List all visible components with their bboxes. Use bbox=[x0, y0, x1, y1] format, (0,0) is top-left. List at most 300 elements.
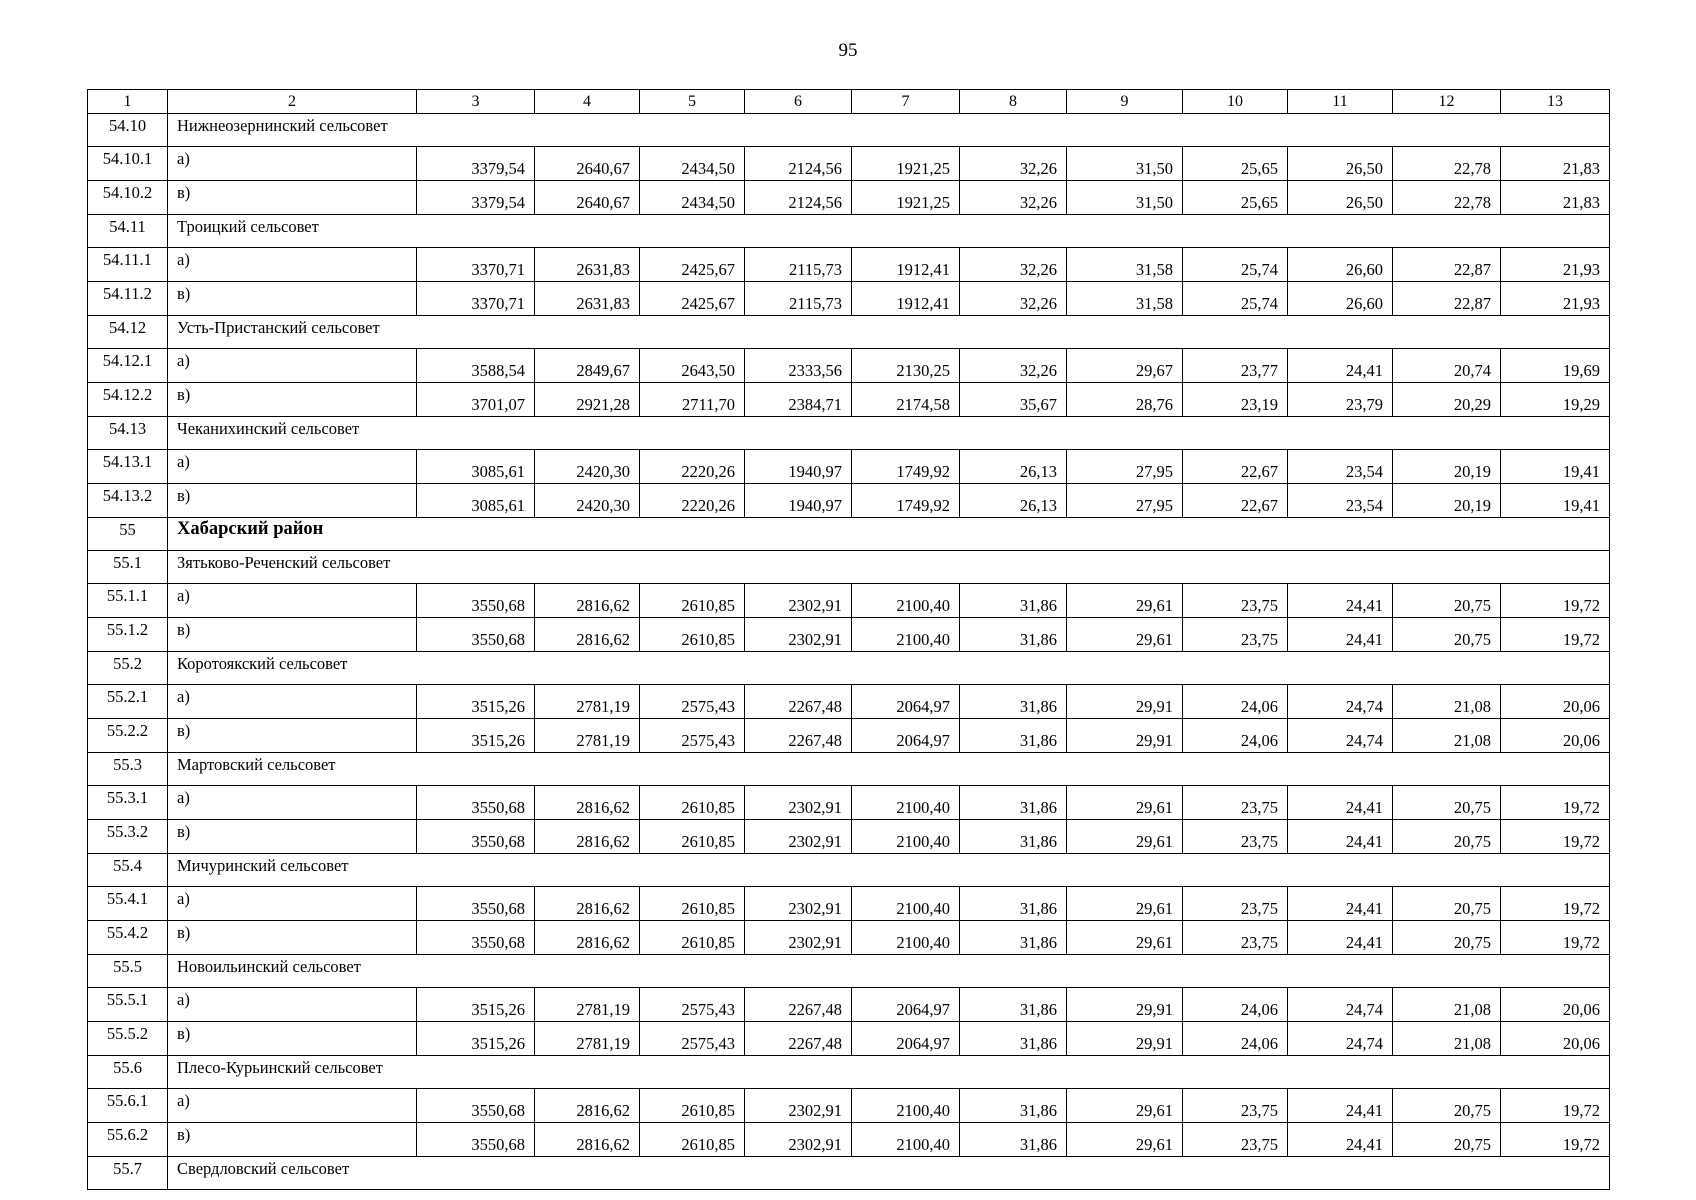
value-cell: 2220,26 bbox=[640, 484, 745, 518]
row-subtype: в) bbox=[168, 820, 417, 854]
value-cell: 2333,56 bbox=[745, 349, 852, 383]
value-cell: 1940,97 bbox=[745, 450, 852, 484]
value-cell: 23,19 bbox=[1183, 383, 1288, 417]
column-header: 6 bbox=[745, 90, 852, 114]
value-cell: 20,19 bbox=[1393, 450, 1501, 484]
value-cell: 27,95 bbox=[1067, 450, 1183, 484]
section-row bbox=[88, 114, 1610, 147]
row-code: 54.10.1 bbox=[88, 147, 168, 181]
data-row bbox=[88, 786, 1610, 820]
value-cell: 2781,19 bbox=[535, 719, 640, 753]
row-code: 54.12.1 bbox=[88, 349, 168, 383]
value-cell: 2610,85 bbox=[640, 887, 745, 921]
table-body bbox=[88, 90, 1610, 1190]
value-cell: 29,61 bbox=[1067, 887, 1183, 921]
value-cell: 29,91 bbox=[1067, 719, 1183, 753]
value-cell: 2267,48 bbox=[745, 988, 852, 1022]
row-code: 54.10 bbox=[88, 114, 168, 147]
value-cell: 19,72 bbox=[1501, 786, 1610, 820]
column-header: 13 bbox=[1501, 90, 1610, 114]
value-cell: 20,75 bbox=[1393, 820, 1501, 854]
column-header: 7 bbox=[852, 90, 960, 114]
value-cell: 3701,07 bbox=[417, 383, 535, 417]
column-header: 10 bbox=[1183, 90, 1288, 114]
value-cell: 26,13 bbox=[960, 450, 1067, 484]
value-cell: 2064,97 bbox=[852, 685, 960, 719]
row-subtype: а) bbox=[168, 988, 417, 1022]
value-cell: 1940,97 bbox=[745, 484, 852, 518]
row-code: 55.6.2 bbox=[88, 1123, 168, 1157]
section-title: Свердловский сельсовет bbox=[168, 1157, 1610, 1190]
value-cell: 2100,40 bbox=[852, 887, 960, 921]
value-cell: 2100,40 bbox=[852, 618, 960, 652]
value-cell: 24,41 bbox=[1288, 1123, 1393, 1157]
section-title: Зятьково-Реченский сельсовет bbox=[168, 551, 1610, 584]
value-cell: 25,74 bbox=[1183, 248, 1288, 282]
column-header: 2 bbox=[168, 90, 417, 114]
row-code: 55.1 bbox=[88, 551, 168, 584]
data-row bbox=[88, 618, 1610, 652]
value-cell: 21,83 bbox=[1501, 147, 1610, 181]
value-cell: 2064,97 bbox=[852, 988, 960, 1022]
value-cell: 2781,19 bbox=[535, 1022, 640, 1056]
value-cell: 2575,43 bbox=[640, 719, 745, 753]
value-cell: 21,83 bbox=[1501, 181, 1610, 215]
value-cell: 24,41 bbox=[1288, 584, 1393, 618]
value-cell: 2816,62 bbox=[535, 584, 640, 618]
value-cell: 2816,62 bbox=[535, 921, 640, 955]
value-cell: 2425,67 bbox=[640, 248, 745, 282]
value-cell: 29,91 bbox=[1067, 685, 1183, 719]
row-subtype: а) bbox=[168, 450, 417, 484]
section-row bbox=[88, 955, 1610, 988]
data-row bbox=[88, 921, 1610, 955]
row-subtype: в) bbox=[168, 618, 417, 652]
value-cell: 32,26 bbox=[960, 248, 1067, 282]
value-cell: 3588,54 bbox=[417, 349, 535, 383]
value-cell: 24,74 bbox=[1288, 685, 1393, 719]
value-cell: 21,08 bbox=[1393, 1022, 1501, 1056]
value-cell: 2434,50 bbox=[640, 181, 745, 215]
data-row bbox=[88, 584, 1610, 618]
section-row bbox=[88, 753, 1610, 786]
value-cell: 31,50 bbox=[1067, 181, 1183, 215]
value-cell: 2816,62 bbox=[535, 887, 640, 921]
value-cell: 20,74 bbox=[1393, 349, 1501, 383]
row-code: 54.12 bbox=[88, 316, 168, 349]
value-cell: 32,26 bbox=[960, 349, 1067, 383]
value-cell: 26,60 bbox=[1288, 248, 1393, 282]
value-cell: 19,72 bbox=[1501, 921, 1610, 955]
data-row bbox=[88, 887, 1610, 921]
value-cell: 3370,71 bbox=[417, 248, 535, 282]
section-title: Усть-Пристанский сельсовет bbox=[168, 316, 1610, 349]
value-cell: 2100,40 bbox=[852, 584, 960, 618]
value-cell: 20,75 bbox=[1393, 584, 1501, 618]
row-code: 54.13.1 bbox=[88, 450, 168, 484]
row-subtype: в) bbox=[168, 383, 417, 417]
row-code: 55.4.1 bbox=[88, 887, 168, 921]
value-cell: 21,93 bbox=[1501, 248, 1610, 282]
value-cell: 25,65 bbox=[1183, 181, 1288, 215]
value-cell: 31,86 bbox=[960, 584, 1067, 618]
value-cell: 31,86 bbox=[960, 685, 1067, 719]
row-code: 55.3.2 bbox=[88, 820, 168, 854]
row-subtype: в) bbox=[168, 1022, 417, 1056]
value-cell: 31,86 bbox=[960, 1123, 1067, 1157]
value-cell: 31,86 bbox=[960, 719, 1067, 753]
value-cell: 23,75 bbox=[1183, 921, 1288, 955]
value-cell: 22,87 bbox=[1393, 282, 1501, 316]
row-code: 55.5.2 bbox=[88, 1022, 168, 1056]
value-cell: 3379,54 bbox=[417, 147, 535, 181]
column-header-row bbox=[88, 90, 1610, 114]
data-row bbox=[88, 484, 1610, 518]
row-code: 55.4.2 bbox=[88, 921, 168, 955]
section-row bbox=[88, 417, 1610, 450]
data-row bbox=[88, 383, 1610, 417]
value-cell: 24,41 bbox=[1288, 887, 1393, 921]
row-subtype: а) bbox=[168, 349, 417, 383]
value-cell: 3085,61 bbox=[417, 484, 535, 518]
value-cell: 2267,48 bbox=[745, 1022, 852, 1056]
value-cell: 21,08 bbox=[1393, 685, 1501, 719]
value-cell: 20,75 bbox=[1393, 887, 1501, 921]
row-subtype: в) bbox=[168, 1123, 417, 1157]
value-cell: 29,67 bbox=[1067, 349, 1183, 383]
value-cell: 26,60 bbox=[1288, 282, 1393, 316]
column-header: 4 bbox=[535, 90, 640, 114]
value-cell: 2425,67 bbox=[640, 282, 745, 316]
row-code: 55.1.2 bbox=[88, 618, 168, 652]
value-cell: 2610,85 bbox=[640, 921, 745, 955]
row-code: 55.2.1 bbox=[88, 685, 168, 719]
value-cell: 24,41 bbox=[1288, 1089, 1393, 1123]
value-cell: 2610,85 bbox=[640, 1123, 745, 1157]
section-title: Нижнеозернинский сельсовет bbox=[168, 114, 1610, 147]
value-cell: 2115,73 bbox=[745, 282, 852, 316]
data-row bbox=[88, 349, 1610, 383]
value-cell: 2816,62 bbox=[535, 1123, 640, 1157]
value-cell: 19,72 bbox=[1501, 1089, 1610, 1123]
value-cell: 1749,92 bbox=[852, 484, 960, 518]
value-cell: 20,75 bbox=[1393, 618, 1501, 652]
value-cell: 2100,40 bbox=[852, 786, 960, 820]
section-row bbox=[88, 551, 1610, 584]
row-code: 54.11.2 bbox=[88, 282, 168, 316]
value-cell: 2302,91 bbox=[745, 1123, 852, 1157]
value-cell: 2302,91 bbox=[745, 618, 852, 652]
value-cell: 2921,28 bbox=[535, 383, 640, 417]
value-cell: 2816,62 bbox=[535, 786, 640, 820]
section-row bbox=[88, 652, 1610, 685]
section-row bbox=[88, 1157, 1610, 1190]
value-cell: 2640,67 bbox=[535, 147, 640, 181]
section-row bbox=[88, 1056, 1610, 1089]
row-code: 55.1.1 bbox=[88, 584, 168, 618]
value-cell: 29,61 bbox=[1067, 1123, 1183, 1157]
value-cell: 3515,26 bbox=[417, 1022, 535, 1056]
row-code: 55.7 bbox=[88, 1157, 168, 1190]
value-cell: 19,72 bbox=[1501, 618, 1610, 652]
value-cell: 31,86 bbox=[960, 988, 1067, 1022]
row-subtype: а) bbox=[168, 887, 417, 921]
district-row bbox=[88, 518, 1610, 551]
row-subtype: в) bbox=[168, 484, 417, 518]
value-cell: 20,75 bbox=[1393, 1089, 1501, 1123]
data-row bbox=[88, 988, 1610, 1022]
value-cell: 2643,50 bbox=[640, 349, 745, 383]
value-cell: 26,50 bbox=[1288, 181, 1393, 215]
value-cell: 2220,26 bbox=[640, 450, 745, 484]
section-row bbox=[88, 215, 1610, 248]
value-cell: 24,41 bbox=[1288, 618, 1393, 652]
value-cell: 3550,68 bbox=[417, 1123, 535, 1157]
value-cell: 19,41 bbox=[1501, 484, 1610, 518]
value-cell: 3550,68 bbox=[417, 786, 535, 820]
column-header: 1 bbox=[88, 90, 168, 114]
value-cell: 23,54 bbox=[1288, 484, 1393, 518]
value-cell: 21,08 bbox=[1393, 988, 1501, 1022]
value-cell: 22,67 bbox=[1183, 450, 1288, 484]
value-cell: 2610,85 bbox=[640, 786, 745, 820]
value-cell: 3379,54 bbox=[417, 181, 535, 215]
value-cell: 31,86 bbox=[960, 820, 1067, 854]
value-cell: 31,50 bbox=[1067, 147, 1183, 181]
value-cell: 2434,50 bbox=[640, 147, 745, 181]
value-cell: 2575,43 bbox=[640, 685, 745, 719]
value-cell: 32,26 bbox=[960, 282, 1067, 316]
value-cell: 20,75 bbox=[1393, 921, 1501, 955]
value-cell: 28,76 bbox=[1067, 383, 1183, 417]
section-title: Коротоякский сельсовет bbox=[168, 652, 1610, 685]
data-row bbox=[88, 147, 1610, 181]
value-cell: 2064,97 bbox=[852, 1022, 960, 1056]
row-code: 55 bbox=[88, 518, 168, 551]
value-cell: 2174,58 bbox=[852, 383, 960, 417]
value-cell: 2610,85 bbox=[640, 820, 745, 854]
value-cell: 2610,85 bbox=[640, 584, 745, 618]
row-code: 55.2 bbox=[88, 652, 168, 685]
value-cell: 32,26 bbox=[960, 147, 1067, 181]
row-subtype: а) bbox=[168, 584, 417, 618]
value-cell: 31,86 bbox=[960, 786, 1067, 820]
value-cell: 31,58 bbox=[1067, 248, 1183, 282]
value-cell: 3550,68 bbox=[417, 921, 535, 955]
value-cell: 24,74 bbox=[1288, 1022, 1393, 1056]
section-title: Мичуринский сельсовет bbox=[168, 854, 1610, 887]
row-code: 55.5 bbox=[88, 955, 168, 988]
value-cell: 2711,70 bbox=[640, 383, 745, 417]
section-title: Троицкий сельсовет bbox=[168, 215, 1610, 248]
value-cell: 1912,41 bbox=[852, 282, 960, 316]
column-header: 3 bbox=[417, 90, 535, 114]
value-cell: 19,72 bbox=[1501, 820, 1610, 854]
value-cell: 24,41 bbox=[1288, 820, 1393, 854]
value-cell: 23,79 bbox=[1288, 383, 1393, 417]
value-cell: 3515,26 bbox=[417, 988, 535, 1022]
value-cell: 20,06 bbox=[1501, 719, 1610, 753]
row-code: 54.13 bbox=[88, 417, 168, 450]
column-header: 11 bbox=[1288, 90, 1393, 114]
value-cell: 24,41 bbox=[1288, 349, 1393, 383]
row-subtype: а) bbox=[168, 147, 417, 181]
data-row bbox=[88, 248, 1610, 282]
value-cell: 29,61 bbox=[1067, 618, 1183, 652]
value-cell: 23,77 bbox=[1183, 349, 1288, 383]
value-cell: 2267,48 bbox=[745, 685, 852, 719]
value-cell: 3550,68 bbox=[417, 584, 535, 618]
row-code: 55.3 bbox=[88, 753, 168, 786]
value-cell: 2610,85 bbox=[640, 618, 745, 652]
value-cell: 31,86 bbox=[960, 887, 1067, 921]
value-cell: 20,06 bbox=[1501, 1022, 1610, 1056]
value-cell: 19,72 bbox=[1501, 887, 1610, 921]
column-header: 12 bbox=[1393, 90, 1501, 114]
data-row bbox=[88, 1123, 1610, 1157]
value-cell: 1749,92 bbox=[852, 450, 960, 484]
value-cell: 24,06 bbox=[1183, 685, 1288, 719]
column-header: 8 bbox=[960, 90, 1067, 114]
value-cell: 19,72 bbox=[1501, 584, 1610, 618]
row-subtype: а) bbox=[168, 1089, 417, 1123]
value-cell: 24,41 bbox=[1288, 786, 1393, 820]
value-cell: 2124,56 bbox=[745, 147, 852, 181]
value-cell: 3550,68 bbox=[417, 618, 535, 652]
value-cell: 2302,91 bbox=[745, 820, 852, 854]
value-cell: 3515,26 bbox=[417, 719, 535, 753]
value-cell: 2816,62 bbox=[535, 820, 640, 854]
value-cell: 2267,48 bbox=[745, 719, 852, 753]
value-cell: 31,86 bbox=[960, 618, 1067, 652]
value-cell: 3085,61 bbox=[417, 450, 535, 484]
value-cell: 24,74 bbox=[1288, 719, 1393, 753]
value-cell: 32,26 bbox=[960, 181, 1067, 215]
value-cell: 26,50 bbox=[1288, 147, 1393, 181]
value-cell: 2816,62 bbox=[535, 618, 640, 652]
row-code: 55.6 bbox=[88, 1056, 168, 1089]
row-subtype: а) bbox=[168, 786, 417, 820]
value-cell: 23,75 bbox=[1183, 1089, 1288, 1123]
data-row bbox=[88, 685, 1610, 719]
value-cell: 19,72 bbox=[1501, 1123, 1610, 1157]
value-cell: 23,75 bbox=[1183, 786, 1288, 820]
value-cell: 21,93 bbox=[1501, 282, 1610, 316]
value-cell: 2384,71 bbox=[745, 383, 852, 417]
row-code: 55.6.1 bbox=[88, 1089, 168, 1123]
value-cell: 22,78 bbox=[1393, 147, 1501, 181]
value-cell: 22,87 bbox=[1393, 248, 1501, 282]
value-cell: 2610,85 bbox=[640, 1089, 745, 1123]
value-cell: 25,65 bbox=[1183, 147, 1288, 181]
row-code: 54.13.2 bbox=[88, 484, 168, 518]
section-row bbox=[88, 854, 1610, 887]
value-cell: 2064,97 bbox=[852, 719, 960, 753]
data-row bbox=[88, 820, 1610, 854]
value-cell: 1912,41 bbox=[852, 248, 960, 282]
section-title: Новоильинский сельсовет bbox=[168, 955, 1610, 988]
value-cell: 29,61 bbox=[1067, 1089, 1183, 1123]
value-cell: 2631,83 bbox=[535, 248, 640, 282]
value-cell: 23,75 bbox=[1183, 1123, 1288, 1157]
value-cell: 2420,30 bbox=[535, 484, 640, 518]
value-cell: 2100,40 bbox=[852, 1123, 960, 1157]
value-cell: 35,67 bbox=[960, 383, 1067, 417]
data-row bbox=[88, 1022, 1610, 1056]
row-code: 54.12.2 bbox=[88, 383, 168, 417]
value-cell: 20,75 bbox=[1393, 786, 1501, 820]
value-cell: 20,06 bbox=[1501, 685, 1610, 719]
value-cell: 2302,91 bbox=[745, 786, 852, 820]
data-row bbox=[88, 1089, 1610, 1123]
data-row bbox=[88, 282, 1610, 316]
value-cell: 29,91 bbox=[1067, 1022, 1183, 1056]
value-cell: 31,86 bbox=[960, 1022, 1067, 1056]
tariff-table bbox=[87, 89, 1610, 1190]
value-cell: 31,86 bbox=[960, 1089, 1067, 1123]
value-cell: 2849,67 bbox=[535, 349, 640, 383]
value-cell: 29,61 bbox=[1067, 921, 1183, 955]
value-cell: 24,06 bbox=[1183, 719, 1288, 753]
value-cell: 26,13 bbox=[960, 484, 1067, 518]
value-cell: 23,75 bbox=[1183, 887, 1288, 921]
section-title: Мартовский сельсовет bbox=[168, 753, 1610, 786]
data-row bbox=[88, 450, 1610, 484]
row-code: 54.11.1 bbox=[88, 248, 168, 282]
value-cell: 3370,71 bbox=[417, 282, 535, 316]
value-cell: 19,69 bbox=[1501, 349, 1610, 383]
value-cell: 23,75 bbox=[1183, 584, 1288, 618]
column-header: 9 bbox=[1067, 90, 1183, 114]
value-cell: 24,06 bbox=[1183, 1022, 1288, 1056]
value-cell: 3550,68 bbox=[417, 820, 535, 854]
row-subtype: в) bbox=[168, 921, 417, 955]
value-cell: 29,91 bbox=[1067, 988, 1183, 1022]
section-title: Плесо-Курьинский сельсовет bbox=[168, 1056, 1610, 1089]
row-subtype: в) bbox=[168, 719, 417, 753]
value-cell: 29,61 bbox=[1067, 820, 1183, 854]
value-cell: 19,41 bbox=[1501, 450, 1610, 484]
row-code: 54.10.2 bbox=[88, 181, 168, 215]
value-cell: 24,41 bbox=[1288, 921, 1393, 955]
value-cell: 19,29 bbox=[1501, 383, 1610, 417]
value-cell: 20,06 bbox=[1501, 988, 1610, 1022]
value-cell: 2115,73 bbox=[745, 248, 852, 282]
value-cell: 2100,40 bbox=[852, 820, 960, 854]
district-title: Хабарский район bbox=[168, 518, 1610, 551]
value-cell: 1921,25 bbox=[852, 181, 960, 215]
value-cell: 2124,56 bbox=[745, 181, 852, 215]
row-code: 54.11 bbox=[88, 215, 168, 248]
column-header: 5 bbox=[640, 90, 745, 114]
row-code: 55.5.1 bbox=[88, 988, 168, 1022]
row-subtype: в) bbox=[168, 181, 417, 215]
row-subtype: в) bbox=[168, 282, 417, 316]
value-cell: 24,06 bbox=[1183, 988, 1288, 1022]
value-cell: 20,19 bbox=[1393, 484, 1501, 518]
value-cell: 3550,68 bbox=[417, 1089, 535, 1123]
value-cell: 29,61 bbox=[1067, 786, 1183, 820]
page-number: 95 bbox=[838, 40, 858, 61]
value-cell: 20,75 bbox=[1393, 1123, 1501, 1157]
data-row bbox=[88, 719, 1610, 753]
value-cell: 2302,91 bbox=[745, 584, 852, 618]
row-code: 55.2.2 bbox=[88, 719, 168, 753]
value-cell: 2130,25 bbox=[852, 349, 960, 383]
value-cell: 24,74 bbox=[1288, 988, 1393, 1022]
value-cell: 2640,67 bbox=[535, 181, 640, 215]
value-cell: 1921,25 bbox=[852, 147, 960, 181]
